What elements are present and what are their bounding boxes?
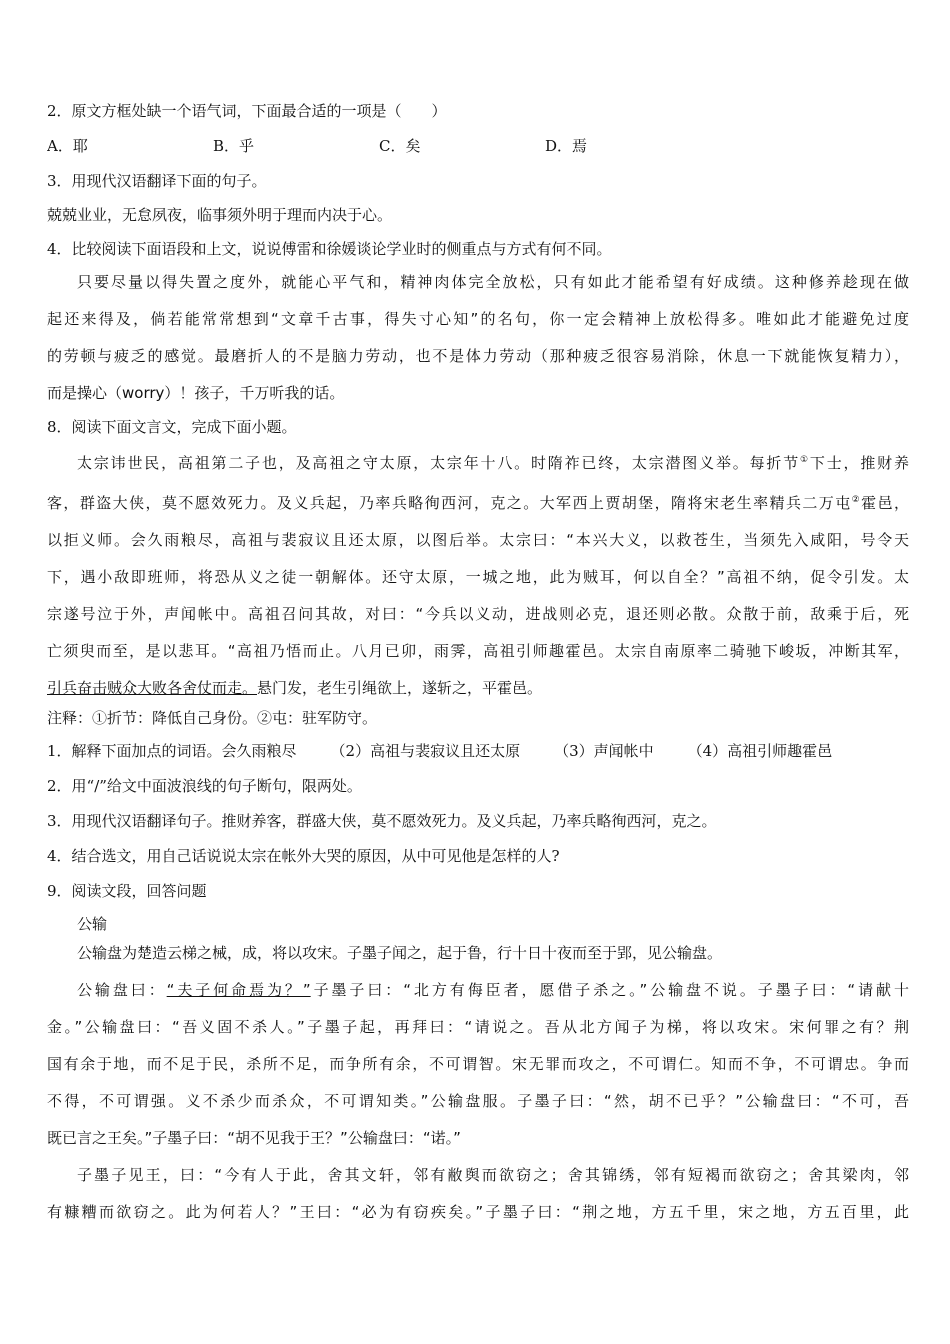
passage-line: 有糠糟而欲窃之。此为何若人？”王曰：“必为有窃疾矣。”子墨子曰：“荆之地，方五千里，宋之地，方五百里，此 (47, 1203, 909, 1221)
q3-prompt: 3．用现代汉语翻译下面的句子。 (47, 172, 267, 190)
passage-gongshu-p1: 公输盘为楚造云梯之械，成，将以攻宋。子墨子闻之，起于鲁，行十日十夜而至于郢，见公输盘。 (77, 944, 723, 962)
notes: 注释：①折节：降低自己身份。②屯：驻军防守。 (47, 709, 378, 727)
underlined-quote: “夫子何命焉为？” (166, 981, 311, 999)
q2-prompt: 2．原文方框处缺一个语气词，下面最合适的一项是（ ） (47, 102, 447, 120)
passage-line: 引兵奋击贼众大败各舍仗而走。悬门发，老生引绳欲上，遂斩之，平霍邑。 (47, 679, 543, 697)
q8-sub1: 1．解释下面加点的词语。会久雨粮尽 （2）高祖与裴寂议且还太原 （3）声闻帐中 （4）高祖引师趣霍邑 (47, 742, 833, 760)
q8-sub4: 4．结合选文，用自己话说说太宗在帐外大哭的原因，从中可见他是怎样的人? (47, 847, 560, 865)
passage-taizong (47, 442, 909, 707)
note-marker-1: ① (800, 455, 810, 465)
passage-line: 太宗讳世民，高祖第二子也，及高祖之守太原，太宗年十八。时隋祚已终，太宗潜图义举。每折节①下士，推财养 (77, 454, 909, 472)
passage-fu-lei (47, 264, 909, 412)
passage-line: 的劳顿与疲乏的感觉。最磨折人的不是脑力劳动，也不是体力劳动（那种疲乏很容易消除，休息一下就能恢复精力）， (47, 347, 909, 365)
passage-line: 不得，不可谓强。义不杀少而杀众，不可谓知类。”公输盘服。子墨子曰：“然，胡不已乎？”公输盘曰：“不可，吾 (47, 1092, 909, 1110)
q3-sentence: 兢兢业业，无怠夙夜，临事须外明于理而内决于心。 (47, 206, 393, 224)
q8-sub3: 3．用现代汉语翻译句子。推财养客，群盛大侠，莫不愿效死力。及义兵起，乃率兵略徇西河，克之。 (47, 812, 717, 830)
passage-line: 起还来得及，倘若能常常想到“文章千古事，得失寸心知”的名句，你一定会精神上放松得多。唯如此才能避免过度 (47, 310, 909, 328)
q8-sub2: 2．用“/”给文中面波浪线的句子断句，限两处。 (47, 777, 362, 795)
q2-option-a: A．耶 (47, 137, 88, 155)
passage-line: 金。”公输盘曰：“吾义固不杀人。”子墨子起，再拜曰：“请说之。吾从北方闻子为梯，将以攻宋。宋何罪之有？荆 (47, 1018, 909, 1036)
q2-option-b: B．乎 (213, 137, 255, 155)
passage-line: 以拒义师。会久雨粮尽，高祖与裴寂议且还太原，以图后举。太宗曰：“本兴大义，以救苍生，当须先入咸阳，号令天 (47, 531, 909, 549)
passage-gongshu-p2 (47, 972, 909, 1157)
passage-line: 公输盘曰：“夫子何命焉为？”子墨子曰：“北方有侮臣者，愿借子杀之。”公输盘不说。子墨子曰：“请献十 (77, 981, 909, 999)
passage-line: 子墨子见王，曰：“今有人于此，舍其文轩，邻有敝舆而欲窃之；舍其锦绣，邻有短褐而欲窃之；舍其梁肉，邻 (77, 1166, 909, 1184)
q2-options (47, 135, 907, 157)
passage-line: 只要尽量以得失置之度外，就能心平气和，精神肉体完全放松，只有如此才能希望有好成绩。这种修养趁现在做 (77, 273, 909, 291)
q2-option-c: C．矣 (379, 137, 421, 155)
passage-line: 下，遇小敌即班师，将恐从义之徒一朝解体。还守太原，一城之地，此为贼耳，何以自全？”高祖不纳，促令引发。太 (47, 568, 909, 586)
passage-line: 亡须臾而至，是以悲耳。“高祖乃悟而止。八月已卯，雨霁，高祖引师趣霍邑。太宗自南原率二骑驰下峻坂，冲断其军， (47, 642, 909, 660)
passage-line: 宗遂号泣于外，声闻帐中。高祖召问其故，对曰：“今兵以义动，进战则必克，退还则必散。众散于前，敌乘于后，死 (47, 605, 909, 623)
passage-line: 既已言之王矣。”子墨子曰：“胡不见我于王？”公输盘曰：“诺。” (47, 1129, 461, 1147)
passage-gongshu-p3 (47, 1157, 909, 1231)
q9-prompt: 9．阅读文段，回答问题 (47, 882, 207, 900)
q8-prompt: 8．阅读下面文言文，完成下面小题。 (47, 418, 297, 436)
q4-prompt: 4．比较阅读下面语段和上文，说说傅雷和徐媛谈论学业时的侧重点与方式有何不同。 (47, 240, 612, 258)
passage-line: 客，群盗大侠，莫不愿效死力。及义兵起，乃率兵略徇西河，克之。大军西上贾胡堡，隋将宋老生率精兵二万屯②霍邑， (47, 494, 909, 512)
note-marker-2: ② (851, 495, 862, 505)
passage-title: 公输 (77, 915, 108, 933)
q2-option-d: D．焉 (545, 137, 588, 155)
passage-line: 而是操心（worry）！孩子，千万听我的话。 (47, 384, 345, 402)
passage-line: 国有余于地，而不足于民，杀所不足，而争所有余，不可谓智。宋无罪而攻之，不可谓仁。知而不争，不可谓忠。争而 (47, 1055, 909, 1073)
wavy-underlined-sentence: 引兵奋击贼众大败各舍仗而走。 (47, 679, 258, 697)
